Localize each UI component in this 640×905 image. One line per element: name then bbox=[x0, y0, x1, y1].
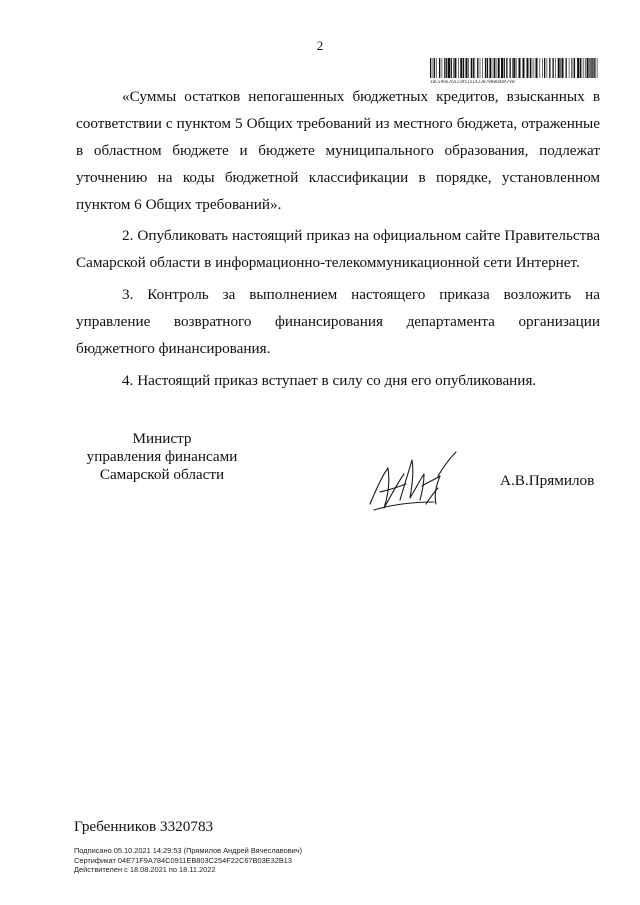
barcode-bar bbox=[523, 58, 525, 78]
barcode-bar bbox=[592, 58, 593, 78]
paragraph-effective-date: 4. Настоящий приказ вступает в силу со дня его опубликования. bbox=[122, 372, 537, 389]
esign-signed-line: Подписано 05.10.2021 14:29:53 (Прямилов Андрей Вячеславович) bbox=[74, 846, 303, 855]
document-body bbox=[76, 83, 600, 394]
barcode-bar bbox=[475, 58, 476, 78]
barcode-bar bbox=[485, 58, 486, 78]
barcode-bar bbox=[566, 58, 567, 78]
barcode-bar bbox=[542, 58, 543, 78]
signer-position bbox=[82, 430, 242, 484]
barcode-bar bbox=[534, 58, 535, 78]
barcode-bar bbox=[489, 58, 491, 78]
barcode-bar bbox=[444, 58, 445, 78]
barcode-bar bbox=[540, 58, 541, 78]
barcode-bar bbox=[536, 58, 538, 78]
barcode-bar bbox=[434, 58, 435, 78]
barcode-bar bbox=[473, 58, 474, 78]
barcode-bar bbox=[544, 58, 545, 78]
barcode-bar bbox=[547, 58, 548, 78]
barcode-bar bbox=[498, 58, 500, 78]
barcode-bar bbox=[555, 58, 556, 78]
signer-position-line-1: Министр bbox=[132, 430, 192, 447]
barcode-bar bbox=[549, 58, 550, 78]
barcode-bar bbox=[446, 58, 447, 78]
handwritten-signature bbox=[364, 446, 462, 516]
esign-validity-line: Действителен с 18.08.2021 по 18.11.2022 bbox=[74, 865, 216, 874]
barcode-bar bbox=[430, 58, 431, 78]
signer-name: А.В.Прямилов bbox=[500, 472, 595, 489]
paragraph-control: 3. Контроль за выполнением настоящего приказа возложить на управление возвратного финансирования департамента организации бюджетного финансирования. bbox=[76, 286, 600, 357]
barcode-bar bbox=[460, 58, 462, 78]
barcode-bar bbox=[496, 58, 497, 78]
barcode-bar bbox=[463, 58, 464, 78]
barcode-bar bbox=[584, 58, 585, 78]
barcode-bar bbox=[453, 58, 454, 78]
barcode-bar bbox=[439, 58, 440, 78]
barcode-bar bbox=[562, 58, 564, 78]
barcode bbox=[430, 58, 598, 78]
barcode-bar bbox=[506, 58, 507, 78]
barcode-bar bbox=[587, 58, 589, 78]
barcode-bar bbox=[513, 58, 515, 78]
barcode-bar bbox=[577, 58, 579, 78]
barcode-bar bbox=[494, 58, 495, 78]
barcode-bar bbox=[585, 58, 586, 78]
esign-certificate-line: Сертификат 04E71F9A784C0911EB803C254F22C67B03E32B13 bbox=[74, 855, 292, 865]
barcode-bar bbox=[436, 58, 437, 78]
barcode-bar bbox=[589, 58, 590, 78]
barcode-bar bbox=[516, 58, 517, 78]
barcode-bar bbox=[466, 58, 468, 78]
barcode-bar bbox=[519, 58, 521, 78]
barcode-bar bbox=[471, 58, 472, 78]
barcode-bar bbox=[527, 58, 529, 78]
barcode-bar bbox=[571, 58, 572, 78]
barcode-bar bbox=[582, 58, 583, 78]
barcode-bar bbox=[597, 58, 598, 78]
barcode-bar bbox=[487, 58, 488, 78]
barcode-bar bbox=[569, 58, 570, 78]
barcode-bar bbox=[504, 58, 505, 78]
barcode-bar bbox=[454, 58, 456, 78]
barcode-bar bbox=[448, 58, 450, 78]
barcode-bar bbox=[442, 58, 443, 78]
barcode-bar bbox=[558, 58, 560, 78]
barcode-bar bbox=[451, 58, 452, 78]
barcode-bar bbox=[594, 58, 595, 78]
barcode-bar bbox=[553, 58, 554, 78]
barcode-bar bbox=[573, 58, 574, 78]
barcode-bar bbox=[510, 58, 511, 78]
barcode-bar bbox=[482, 58, 483, 78]
signer-position-line-2: управления финансами bbox=[86, 448, 238, 465]
barcode-bar bbox=[560, 58, 561, 78]
signer-position-line-3: Самарской области bbox=[99, 466, 225, 483]
paragraph-amendment-text: «Суммы остатков непогашенных бюджетных кредитов, взысканных в соответствии с пунктом 5 Общих требований из местного бюджета, отраженные в областном бюджете и бюджете муниципального образования, подлежат уточнению на коды бюджетной классификации в порядке, установленном пунктом 6 Общих требований». bbox=[76, 88, 600, 213]
page-number: 2 bbox=[316, 38, 324, 53]
barcode-bar bbox=[480, 58, 481, 78]
barcode-bar bbox=[433, 58, 434, 78]
paragraph-publish: 2. Опубликовать настоящий приказ на официальном сайте Правительства Самарской области в информационно-телекоммуникационной сети Интернет. bbox=[76, 227, 600, 271]
electronic-signature-stamp bbox=[74, 846, 374, 875]
barcode-bar bbox=[512, 58, 513, 78]
barcode-bar bbox=[493, 58, 494, 78]
barcode-bar bbox=[580, 58, 581, 78]
executor-contact: Гребенников 3320783 bbox=[74, 818, 214, 835]
barcode-bar bbox=[468, 58, 469, 78]
barcode-bar bbox=[574, 58, 575, 78]
barcode-bar bbox=[477, 58, 478, 78]
barcode-bar bbox=[501, 58, 503, 78]
barcode-text: IDCS9667652395151423879B0048A7VB bbox=[430, 80, 515, 85]
barcode-bar bbox=[532, 58, 533, 78]
barcode-bar bbox=[530, 58, 531, 78]
barcode-bar bbox=[590, 58, 591, 78]
barcode-bar bbox=[458, 58, 459, 78]
